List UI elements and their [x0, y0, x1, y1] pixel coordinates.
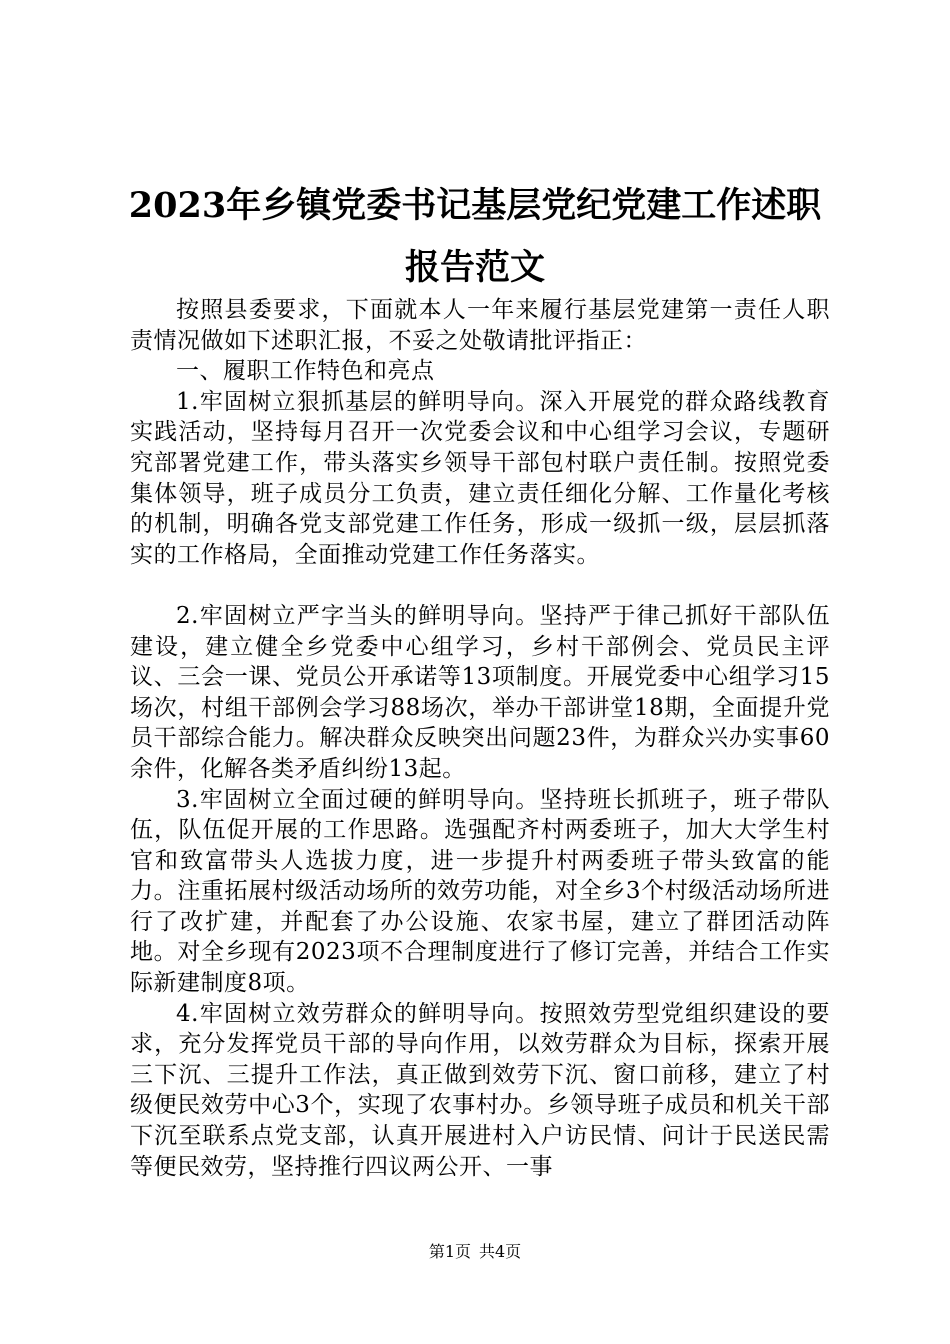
document-body — [130, 295, 830, 1182]
point-3-paragraph: 3.牢固树立全面过硬的鲜明导向。坚持班长抓班子，班子带队伍，队伍促开展的工作思路。选强配齐村两委班子，加大大学生村官和致富带头人选拔力度，进一步提升村两委班子带头致富的能力。注重拓展村级活动场所的效劳功能，对全乡3个村级活动场所进行了改扩建，并配套了办公设施、农家书屋，建立了群团活动阵地。对全乡现有2023项不合理制度进行了修订完善，并结合工作实际新建制度8项。 — [130, 786, 830, 997]
point-1-paragraph: 1.牢固树立狠抓基层的鲜明导向。深入开展党的群众路线教育实践活动，坚持每月召开一次党委会议和中心组学习会议，专题研究部署党建工作，带头落实乡领导干部包村联户责任制。按照党委集体领导，班子成员分工负责，建立责任细化分解、工作量化考核的机制，明确各党支部党建工作任务，形成一级抓一级，层层抓落实的工作格局，全面推动党建工作任务落实。 — [130, 388, 830, 568]
page-number: 第1页 — [428, 1242, 471, 1261]
page-total: 共4页 — [479, 1242, 522, 1261]
section-heading: 一、履职工作特色和亮点 — [176, 358, 435, 385]
intro-paragraph: 按照县委要求，下面就本人一年来履行基层党建第一责任人职责情况做如下述职汇报，不妥之处敬请批评指正： — [130, 297, 830, 354]
document-title-line-1: 2023年乡镇党委书记基层党纪党建工作述职 — [128, 185, 822, 226]
page-footer — [0, 1242, 950, 1262]
point-2-paragraph: 2.牢固树立严字当头的鲜明导向。坚持严于律己抓好干部队伍建设，建立健全乡党委中心组学习，乡村干部例会、党员民主评议、三会一课、党员公开承诺等13项制度。开展党委中心组学习15场次，村组干部例会学习88场次，举办干部讲堂18期，全面提升党员干部综合能力。解决群众反映突出问题23件，为群众兴办实事60余件，化解各类矛盾纠纷13起。 — [130, 602, 830, 782]
point-4-paragraph: 4.牢固树立效劳群众的鲜明导向。按照效劳型党组织建设的要求，充分发挥党员干部的导向作用，以效劳群众为目标，探索开展三下沉、三提升工作法，真正做到效劳下沉、窗口前移，建立了村级便民效劳中心3个，实现了农事村办。乡领导班子成员和机关干部下沉至联系点党支部，认真开展进村入户访民情、问计于民送民需等便民效劳，坚持推行四议两公开、一事 — [130, 1000, 830, 1180]
document-title-line-2: 报告范文 — [404, 247, 545, 288]
